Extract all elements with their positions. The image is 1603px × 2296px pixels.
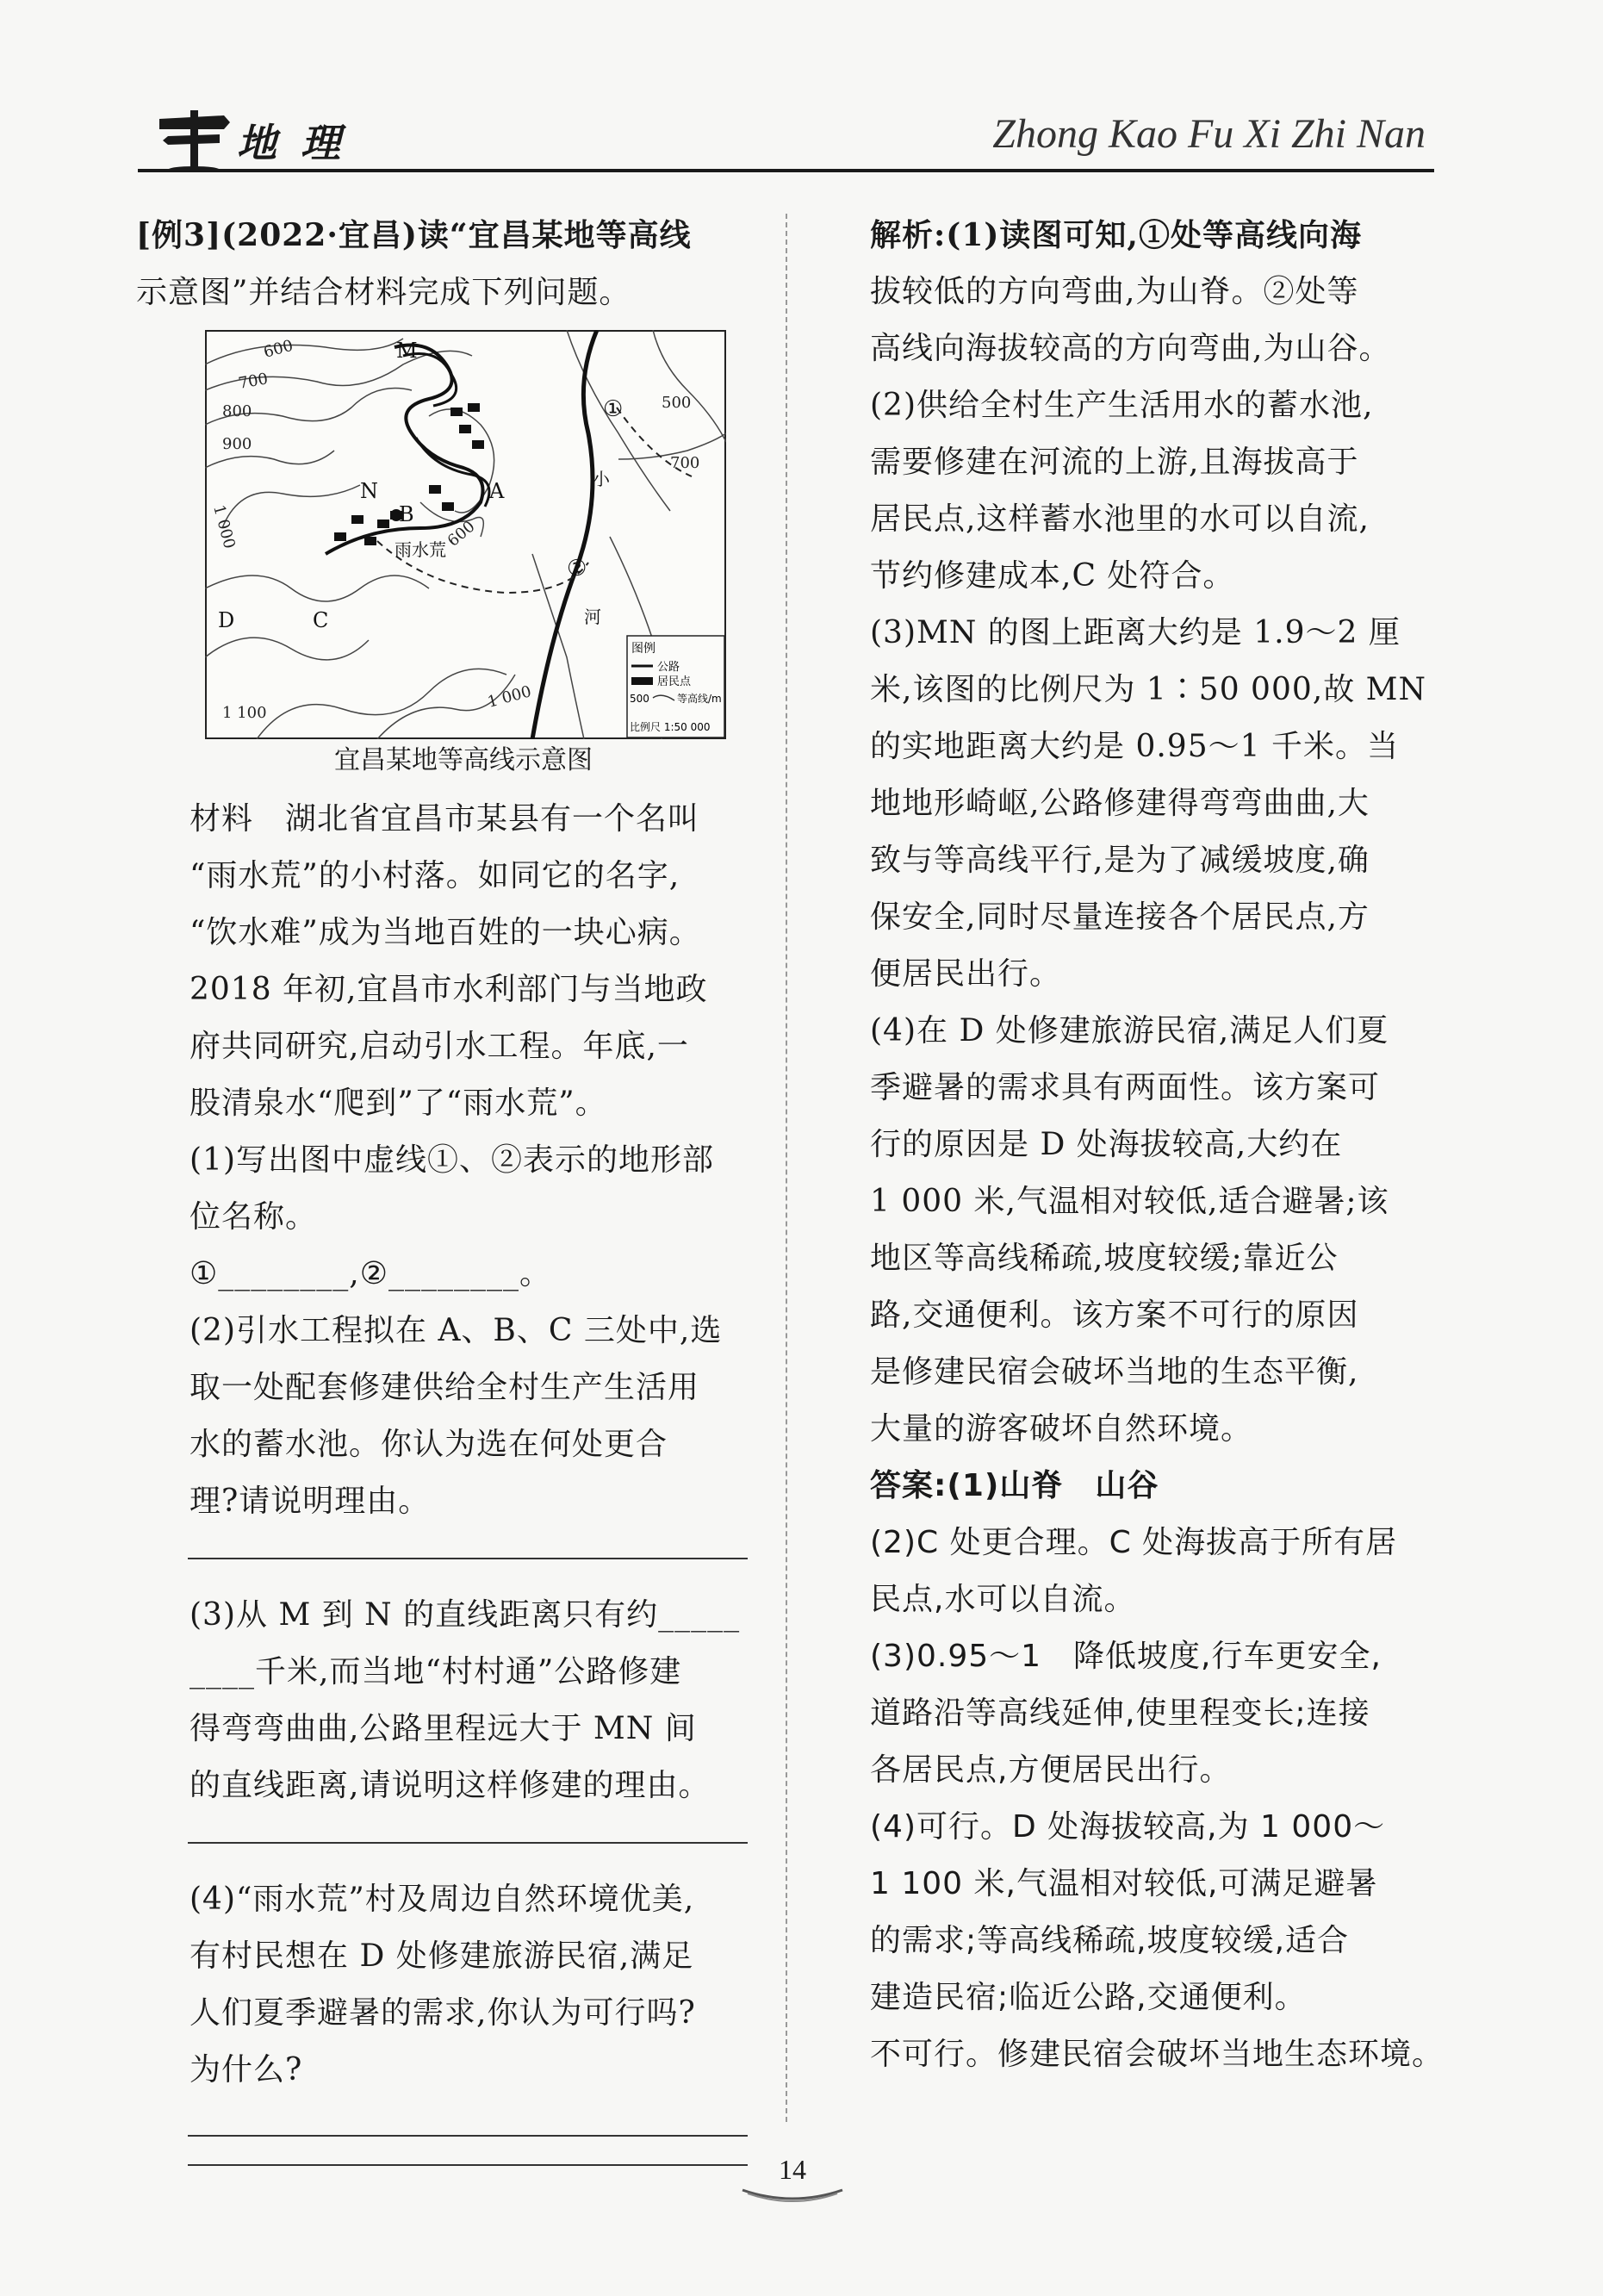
answer-blank[interactable]: ①________,②________。 [190, 1256, 551, 1291]
page-number: 14 [779, 2154, 806, 2185]
material-line: 股清泉水“爬到”了“雨水荒”。 [190, 1086, 607, 1121]
point-N: N [360, 479, 378, 503]
answer-line-text: 道路沿等高线延伸,使里程变长;连接 [870, 1696, 1370, 1731]
analysis-line: 米,该图的比例尺为 1∶50 000,故 MN [870, 672, 1427, 707]
contour-map-svg [205, 330, 726, 739]
question-line: ____千米,而当地“村村通”公路修建 [190, 1654, 682, 1689]
analysis-line: 大量的游客破坏自然环境。 [870, 1411, 1253, 1447]
contour-label-1000: 1 000 [209, 502, 239, 551]
signpost-icon [151, 103, 237, 172]
marker-1: ① [603, 396, 624, 422]
map-legend [627, 636, 724, 737]
example-title-cont: 示意图”并结合材料完成下列问题。 [136, 275, 631, 310]
question-line: (3)从 M 到 N 的直线距离只有约_____ [190, 1597, 741, 1633]
legend-scale: 比例尺 1:50 000 [630, 721, 711, 733]
contour-label-700: 700 [237, 370, 270, 393]
answer-line-text: 民点,水可以自流。 [870, 1582, 1136, 1617]
answer-line-text: 答案:(1)山脊 山谷 [870, 1468, 1159, 1503]
analysis-line: 季避暑的需求具有两面性。该方案可 [870, 1070, 1381, 1105]
answer-line[interactable] [188, 1840, 748, 1844]
settlement-mark [429, 485, 441, 494]
answer-line[interactable] [188, 1556, 748, 1559]
analysis-line: 保安全,同时尽量连接各个居民点,方 [870, 899, 1370, 935]
series-title: Zhong Kao Fu Xi Zhi Nan [992, 111, 1426, 157]
settlement-mark [364, 537, 376, 545]
right-column [870, 207, 1443, 2083]
settlement-mark [351, 515, 363, 524]
question-line: 取一处配套修建供给全村生产生活用 [190, 1370, 700, 1405]
question-4 [136, 1871, 749, 2166]
contour-label-1100: 1 100 [222, 704, 267, 722]
material-line: 府共同研究,启动引水工程。年底,一 [190, 1029, 689, 1064]
analysis-line: 是修建民宿会破坏当地的生态平衡, [870, 1354, 1359, 1390]
question-line: 水的蓄水池。你认为选在何处更合 [190, 1427, 668, 1462]
analysis-line: 便居民出行。 [870, 956, 1062, 992]
answer-line-text: 各居民点,方便居民出行。 [870, 1752, 1232, 1788]
legend-road: 公路 [657, 661, 680, 674]
analysis-line: 1 000 米,气温相对较低,适合避暑;该 [870, 1184, 1389, 1219]
analysis-line: 地地形崎岖,公路修建得弯弯曲曲,大 [870, 786, 1370, 821]
analysis-line: 节约修建成本,C 处符合。 [870, 558, 1235, 594]
legend-contour: 等高线/m [677, 693, 722, 705]
analysis-line: 需要修建在河流的上游,且海拔高于 [870, 445, 1359, 480]
analysis-line: 地区等高线稀疏,坡度较缓;靠近公 [870, 1241, 1339, 1276]
analysis-line: (4)在 D 处修建旅游民宿,满足人们夏 [870, 1013, 1389, 1048]
contour-label-600b: 600 [444, 517, 479, 551]
analysis-line: (2)供给全村生产生活用水的蓄水池, [870, 388, 1374, 423]
question-2 [136, 1303, 749, 1559]
settlement-mark [459, 425, 471, 433]
header-rule [138, 169, 1434, 172]
point-D: D [218, 608, 235, 632]
question-line: 理?请说明理由。 [190, 1484, 431, 1519]
answer-line-text: 的需求;等高线稀疏,坡度较缓,适合 [870, 1923, 1350, 1958]
material-line: “雨水荒”的小村落。如同它的名字, [190, 858, 680, 893]
example-title: [例3](2022·宜昌)读“宜昌某地等高线 [136, 217, 692, 253]
question-line: 有村民想在 D 处修建旅游民宿,满足 [190, 1938, 694, 1974]
question-3 [136, 1587, 749, 1844]
contour-label-900: 900 [222, 435, 252, 453]
answer-line-text: 建造民宿;临近公路,交通便利。 [870, 1980, 1307, 2015]
village-label: 雨水荒 [395, 539, 446, 560]
legend-settlement: 居民点 [657, 675, 692, 688]
marker-2: ② [567, 556, 587, 582]
settlement-mark [468, 403, 480, 412]
analysis-line: (3)MN 的图上距离大约是 1.9～2 厘 [870, 615, 1401, 650]
river-label-1: 小 [593, 469, 610, 489]
contour-label-800: 800 [222, 402, 252, 420]
settlement-mark [442, 502, 454, 511]
settlement-mark [334, 532, 346, 541]
material-block [136, 791, 749, 1132]
question-line: (1)写出图中虚线①、②表示的地形部 [190, 1142, 714, 1178]
answer-line-text: 不可行。修建民宿会破坏当地生态环境。 [870, 2037, 1445, 2072]
legend-contour-value: 500 [630, 693, 649, 705]
contour-label-1000b: 1 000 [485, 682, 534, 712]
question-line: 人们夏季避暑的需求,你认为可行吗? [190, 1995, 696, 2031]
answer-line[interactable] [188, 2133, 748, 2137]
answer-line[interactable] [188, 2162, 748, 2166]
answer-line-text: 1 100 米,气温相对较低,可满足避暑 [870, 1866, 1378, 1901]
contour-map [205, 330, 726, 739]
column-divider [786, 214, 787, 2122]
material-line: 2018 年初,宜昌市水利部门与当地政 [190, 972, 708, 1007]
river-label-2: 河 [584, 607, 601, 627]
analysis-line: 的实地距离大约是 0.95～1 千米。当 [870, 729, 1399, 764]
settlement-mark [377, 520, 389, 528]
question-line: 的直线距离,请说明这样修建的理由。 [190, 1768, 711, 1803]
question-line: 位名称。 [190, 1199, 318, 1235]
material-line: “饮水难”成为当地百姓的一块心病。 [190, 915, 701, 950]
analysis-line: 行的原因是 D 处海拔较高,大约在 [870, 1127, 1343, 1162]
left-column [136, 207, 749, 2193]
contour-label-700b: 700 [670, 454, 700, 472]
contour-label-500: 500 [662, 394, 692, 412]
question-line: (4)“雨水荒”村及周边自然环境优美, [190, 1882, 695, 1917]
question-line: (2)引水工程拟在 A、B、C 三处中,选 [190, 1313, 723, 1348]
answer-line-text: (3)0.95～1 降低坡度,行车更安全, [870, 1639, 1382, 1674]
question-line: 为什么? [190, 2052, 303, 2088]
question-line: 得弯弯曲曲,公路里程远大于 MN 间 [190, 1711, 697, 1746]
contour-label-600: 600 [261, 336, 295, 362]
point-M: M [396, 339, 418, 363]
analysis-line: 居民点,这样蓄水池里的水可以自流, [870, 501, 1370, 537]
answer-block [870, 1458, 1443, 2083]
point-A: A [489, 479, 505, 503]
analysis-line: 拔较低的方向弯曲,为山脊。②处等 [870, 274, 1359, 309]
page-header [134, 95, 1434, 177]
answer-line-text: (2)C 处更合理。C 处海拔高于所有居 [870, 1525, 1398, 1560]
analysis-line: 路,交通便利。该方案不可行的原因 [870, 1297, 1359, 1333]
analysis-line: 致与等高线平行,是为了减缓坡度,确 [870, 843, 1370, 878]
point-B: B [399, 502, 414, 526]
analysis-block [870, 207, 1443, 1458]
settlement-mark [450, 408, 463, 416]
settlement-mark [472, 440, 484, 449]
legend-title: 图例 [631, 642, 655, 656]
material-line: 材料 湖北省宜昌市某县有一个名叫 [190, 801, 700, 837]
question-1 [136, 1132, 749, 1303]
map-caption: 宜昌某地等高线示意图 [334, 745, 593, 775]
analysis-line: 高线向海拔较高的方向弯曲,为山谷。 [870, 331, 1391, 366]
subject-title: 地理 [237, 120, 364, 166]
analysis-line: 解析:(1)读图可知,①处等高线向海 [870, 217, 1362, 253]
answer-line-text: (4)可行。D 处海拔较高,为 1 000～ [870, 1809, 1386, 1845]
point-C: C [313, 608, 329, 632]
